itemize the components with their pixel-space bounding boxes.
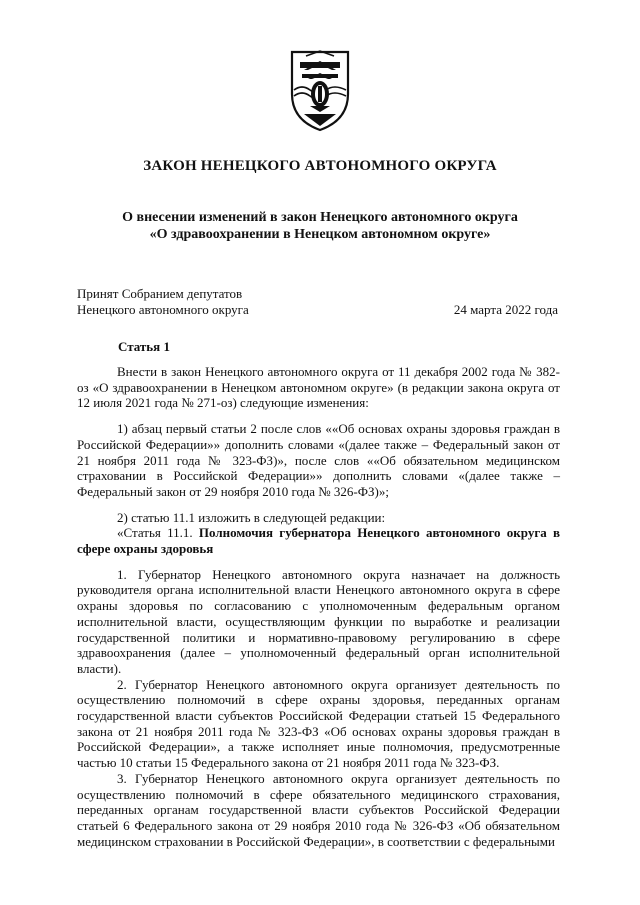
paragraph-1: 1. Губернатор Ненецкого автономного округа назначает на должность руководителя органа исполнительной власти Ненецкого автономного округа в сфере охраны здоровья по согласованию с уполномоченным федеральным органом исполнительной власти, осуществляющим функции по выработке и реализации государственной политики и нормативно-правовому регулированию в сфере здравоохранения (далее – уполномоченный федеральный орган исполнительной власти). (77, 566, 560, 676)
article-11-1-title: Полномочия губернатора Ненецкого автономного округа в сфере охраны здоровья (77, 525, 560, 557)
law-subtitle (0, 209, 640, 243)
paragraph-3: 3. Губернатор Ненецкого автономного округа организует деятельность по осуществлению полномочий в сфере обязательного медицинского страхования, переданных органам государственной власти субъектов Российской Федерации статьей 6 Федерального закона от 29 ноября 2010 года № 326-ФЗ «Об обязательном медицинском страховании в Российской Федерации», в соответствии с федеральными (77, 770, 560, 849)
adoption-statement (77, 286, 249, 318)
coat-of-arms-emblem (288, 48, 352, 132)
subtitle-line-2: «О здравоохранении в Ненецком автономном округе» (149, 227, 491, 242)
adoption-date: 24 марта 2022 года (453, 302, 558, 317)
amendment-item-2: 2) статью 11.1 изложить в следующей редакции: (117, 509, 386, 525)
article-heading: Статья 1 (118, 339, 170, 354)
adopted-line-2: Ненецкого автономного округа (77, 302, 249, 317)
article-11-1-prefix: «Статья 11.1. (117, 525, 193, 541)
intro-paragraph: Внести в закон Ненецкого автономного округа от 11 декабря 2002 года № 382-оз «О здравоохранении в Ненецком автономном округе» (в редакции закона округа от 12 июля 2021 года № 271-оз) следующие изменения: (77, 364, 560, 411)
adopted-line-1: Принят Собранием депутатов (77, 286, 243, 301)
amendment-item-1: 1) абзац первый статьи 2 после слов ««Об основах охраны здоровья граждан в Российской Федерации»» дополнить словами «(далее также – Федеральный закон от 21 ноября 2011 года № 323-ФЗ)», после слов ««Об обязательном медицинском страховании в Российской Федерации»» дополнить словами «(далее также – Федеральный закон от 29 ноября 2010 года № 326-ФЗ)»; (77, 421, 560, 499)
paragraph-2: 2. Губернатор Ненецкого автономного округа организует деятельность по осуществлению полномочий в сфере охраны здоровья, переданных органам государственной власти субъектов Российской Федерации статьей 15 Федерального закона от 21 ноября 2011 года № 323-ФЗ «Об основах охраны здоровья граждан в Российской Федерации», а также исполняет иные полномочия, предусмотренные частью 10 статьи 15 Федерального закона от 21 ноября 2011 года № 323-ФЗ. (77, 676, 560, 771)
law-title: ЗАКОН НЕНЕЦКОГО АВТОНОМНОГО ОКРУГА (143, 158, 497, 174)
subtitle-line-1: О внесении изменений в закон Ненецкого автономного округа (122, 210, 518, 225)
article-11-1-heading (77, 525, 560, 556)
document-body (77, 364, 560, 849)
